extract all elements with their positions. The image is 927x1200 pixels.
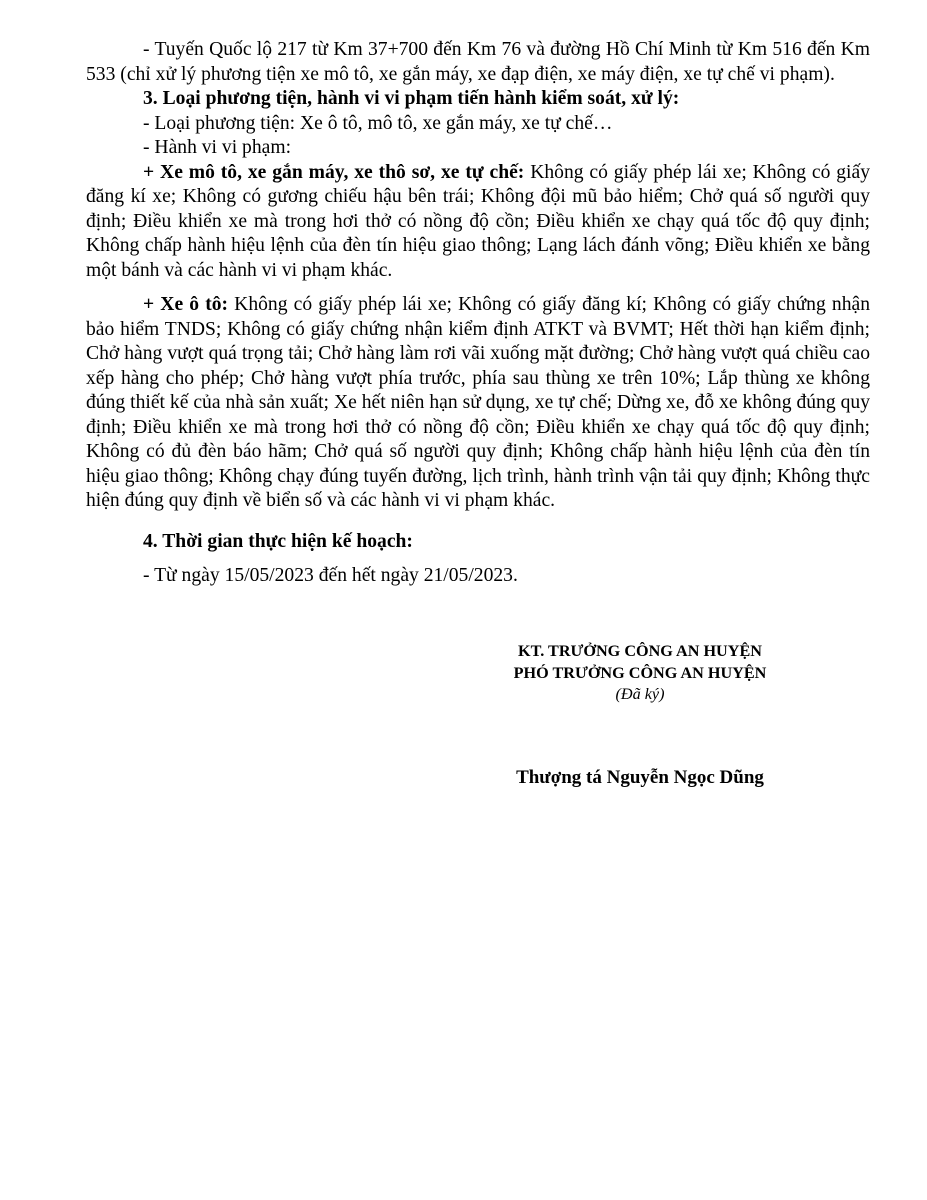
signature-title-line-2: PHÓ TRƯỞNG CÔNG AN HUYỆN: [513, 664, 767, 682]
violations-intro: - Hành vi vi phạm:: [143, 137, 292, 158]
schedule-item: - Từ ngày 15/05/2023 đến hết ngày 21/05/2023.: [143, 565, 518, 586]
vehicle-types-item: - Loại phương tiện: Xe ô tô, mô tô, xe gắn máy, xe tự chế…: [143, 112, 613, 134]
motorbike-violations: [86, 161, 870, 284]
signer-name: Thượng tá Nguyễn Ngọc Dũng: [516, 767, 764, 788]
signed-note: (Đã ký): [615, 685, 665, 703]
car-text: Không có giấy phép lái xe; Không có giấy đăng kí; Không có giấy chứng nhận bảo hiểm TNDS; Không có giấy chứng nhận kiểm định ATKT và BVMT; Hết thời hạn kiểm định; Chở hàng vượt quá trọng tải; Chở hàng làm rơi vãi xuống mặt đường; Chở hàng vượt quá chiều cao xếp hàng cho phép; Chở hàng vượt phía trước, phía sau thùng xe trên 10%; Lắp thùng xe không đúng thiết kế của nhà sản xuất; Xe hết niên hạn sử dụng, xe tự chế; Dừng xe, đỗ xe không đúng quy định; Điều khiển xe mà trong hơi thở có nồng độ cồn; Điều khiển xe chạy quá tốc độ quy định; Không có đủ đèn báo hãm; Chở quá số người quy định; Không chấp hành hiệu lệnh của đèn tín hiệu giao thông; Không chạy đúng tuyến đường, lịch trình, hành trình vận tải quy định; Không thực hiện đúng quy định về biển số và các hành vi vi phạm khác.: [86, 294, 870, 511]
route-217-paragraph: - Tuyến Quốc lộ 217 từ Km 37+700 đến Km 76 và đường Hồ Chí Minh từ Km 516 đến Km 533 (chỉ xử lý phương tiện xe mô tô, xe gắn máy, xe đạp điện, xe máy điện, xe tự chế vi phạm).: [86, 39, 870, 85]
section-3-heading: 3. Loại phương tiện, hành vi vi phạm tiến hành kiểm soát, xử lý:: [143, 88, 680, 109]
signature-title-line-1: KT. TRƯỞNG CÔNG AN HUYỆN: [518, 642, 762, 660]
car-label: + Xe ô tô:: [143, 294, 229, 315]
signature-block: [460, 640, 820, 684]
car-violations: [86, 293, 870, 514]
motorbike-text: Không có giấy phép lái xe; Không có giấy đăng kí xe; Không có gương chiếu hậu bên trái; Không đội mũ bảo hiểm; Chở quá số người quy định; Điều khiển xe mà trong hơi thở có nồng độ cồn; Điều khiển xe chạy quá tốc độ quy định; Không chấp hành hiệu lệnh của đèn tín hiệu giao thông; Lạng lách đánh võng; Điều khiển xe bằng một bánh và các hành vi vi phạm khác.: [86, 161, 870, 281]
document-body: [86, 38, 870, 589]
motorbike-label: + Xe mô tô, xe gắn máy, xe thô sơ, xe tự chế:: [143, 161, 525, 183]
section-4-heading: 4. Thời gian thực hiện kế hoạch:: [143, 530, 413, 552]
